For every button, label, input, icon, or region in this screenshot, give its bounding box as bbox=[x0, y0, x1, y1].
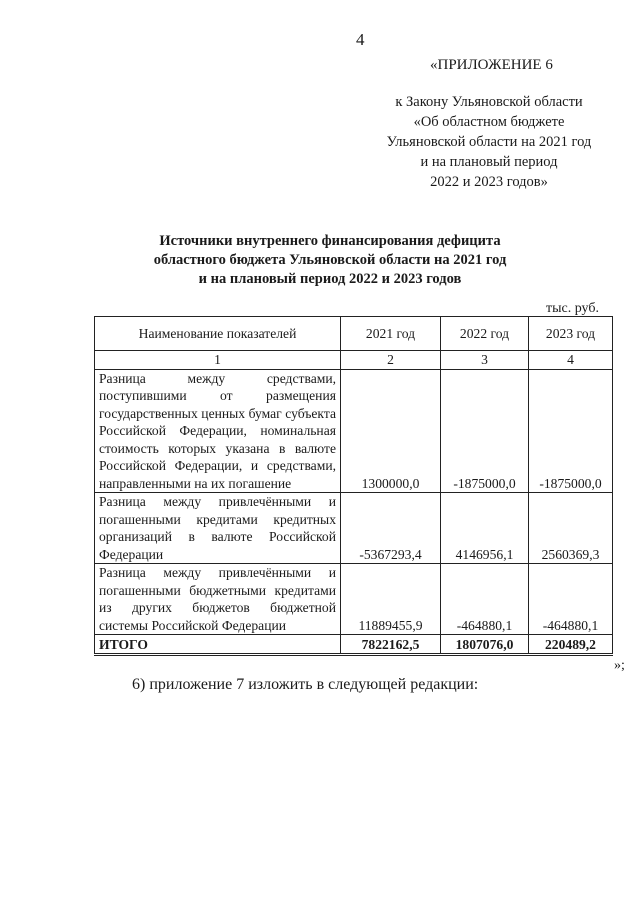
document-title-line: областного бюджета Ульяновской области на 2021 год bbox=[153, 252, 507, 268]
column-number: 4 bbox=[529, 351, 613, 370]
row-value-2023: -464880,1 bbox=[529, 564, 613, 635]
law-reference-line: «Об областном бюджете bbox=[413, 114, 565, 130]
header-year-2022: 2022 год bbox=[441, 317, 529, 351]
instruction-text: 6) приложение 7 изложить в следующей редакции: bbox=[132, 676, 479, 693]
row-value-2021: 11889455,9 bbox=[341, 564, 441, 635]
row-value-2023: 2560369,3 bbox=[529, 493, 613, 564]
row-value-2022: -464880,1 bbox=[441, 564, 529, 635]
total-value-2023: 220489,2 bbox=[529, 635, 613, 655]
law-reference bbox=[360, 92, 618, 192]
total-value-2021: 7822162,5 bbox=[341, 635, 441, 655]
header-year-2021: 2021 год bbox=[341, 317, 441, 351]
table-row bbox=[95, 493, 613, 564]
column-number: 1 bbox=[95, 351, 341, 370]
closing-quote-mark: »; bbox=[614, 658, 625, 673]
total-label: ИТОГО bbox=[95, 635, 341, 655]
row-value-2022: -1875000,0 bbox=[441, 369, 529, 493]
column-number-row bbox=[95, 351, 613, 370]
law-reference-line: к Закону Ульяновской области bbox=[395, 94, 583, 110]
row-value-2022: 4146956,1 bbox=[441, 493, 529, 564]
table-row bbox=[95, 564, 613, 635]
law-reference-line: 2022 и 2023 годов» bbox=[430, 174, 548, 190]
document-title-line: и на плановый период 2022 и 2023 годов bbox=[198, 271, 462, 287]
header-year-2023: 2023 год bbox=[529, 317, 613, 351]
document-title bbox=[120, 232, 540, 289]
row-indicator-name: Разница между средствами, поступившими от размещения государственных ценных бумаг субъекта Российской Федерации, номинальная стоимость которых указана в валюте Российской Федерации, и средствами, направленными на их погашение bbox=[95, 369, 341, 493]
column-number: 3 bbox=[441, 351, 529, 370]
units-label: тыс. руб. bbox=[546, 301, 599, 316]
table-header-row bbox=[95, 317, 613, 351]
total-value-2022: 1807076,0 bbox=[441, 635, 529, 655]
law-reference-line: Ульяновской области на 2021 год bbox=[386, 134, 592, 150]
column-number: 2 bbox=[341, 351, 441, 370]
header-indicator-name: Наименование показателей bbox=[95, 317, 341, 351]
financing-sources-table bbox=[94, 316, 613, 656]
total-row bbox=[95, 635, 613, 655]
document-title-line: Источники внутреннего финансирования дефицита bbox=[159, 233, 501, 249]
appendix-title: «ПРИЛОЖЕНИЕ 6 bbox=[430, 57, 553, 73]
page-number: 4 bbox=[356, 30, 365, 49]
row-value-2021: -5367293,4 bbox=[341, 493, 441, 564]
table-row bbox=[95, 369, 613, 493]
row-value-2021: 1300000,0 bbox=[341, 369, 441, 493]
row-indicator-name: Разница между привлечёнными и погашенными бюджетными кредитами из других бюджетов бюджетной системы Российской Федерации bbox=[95, 564, 341, 635]
row-indicator-name: Разница между привлечёнными и погашенными кредитами кредитных организаций в валюте Российской Федерации bbox=[95, 493, 341, 564]
row-value-2023: -1875000,0 bbox=[529, 369, 613, 493]
law-reference-line: и на плановый период bbox=[420, 154, 558, 170]
